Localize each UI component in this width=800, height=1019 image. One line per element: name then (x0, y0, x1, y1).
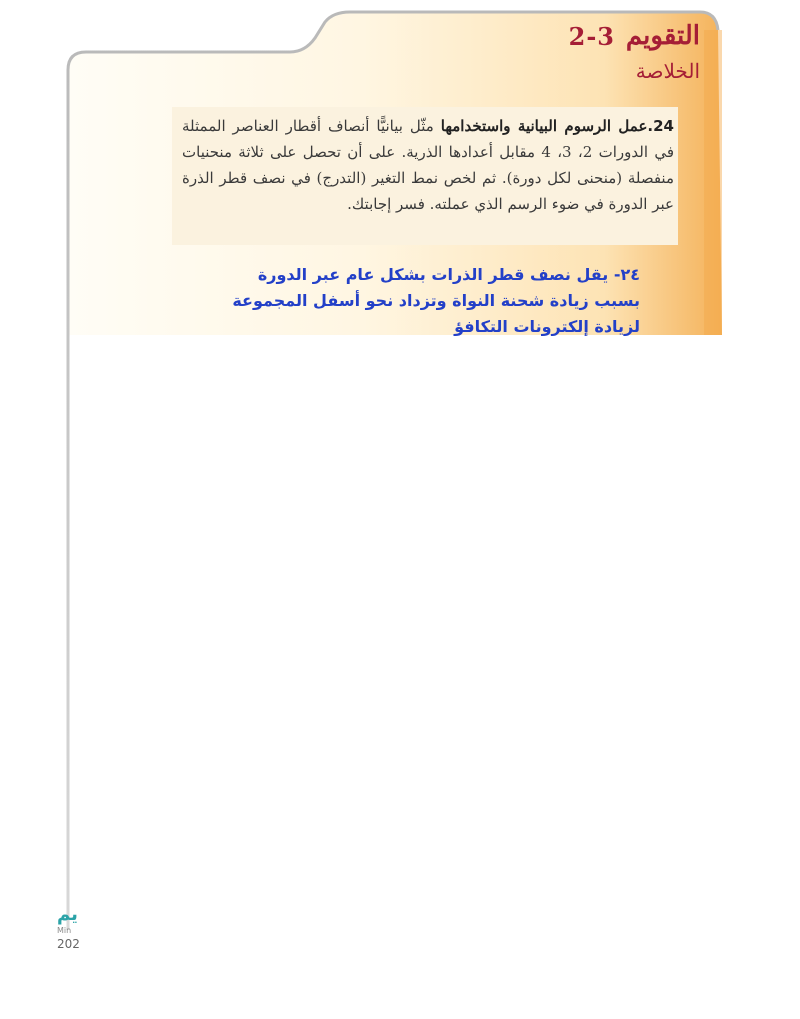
logo-subtext: Min (57, 926, 72, 935)
publisher-logo (57, 904, 80, 951)
question-paragraph (182, 113, 674, 217)
question-body: مثّل بيانيًّا أنصاف أقطار العناصر الممثلة في الدورات 2، 3، 4 مقابل أعدادها الذرية. على أن تحصل على ثلاثة منحنيات منفصلة (منحنى لكل دورة). ثم لخص نمط التغير (التدرج) في نصف قطر الذرة عبر الدورة في ضوء الرسم الذي عملته. فسر إجابتك. (182, 117, 675, 213)
question-heading: عمل الرسوم البيانية واستخدامها (440, 117, 648, 135)
handwritten-answer: ٢٤- يقل نصف قطر الذرات بشكل عام عبر الدورة بسبب زيادة شحنة النواة وتزداد نحو أسفل المجموعة لزيادة إلكترونات التكافؤ (232, 265, 640, 336)
question-number: 24. (647, 117, 674, 135)
logo-year: 202 (57, 937, 80, 951)
section-number: 2-3 (568, 22, 615, 51)
section-subtitle: الخلاصة (635, 59, 700, 83)
section-title: التقويم (625, 21, 700, 51)
logo-text: يم (57, 904, 78, 925)
question-box (172, 107, 678, 245)
